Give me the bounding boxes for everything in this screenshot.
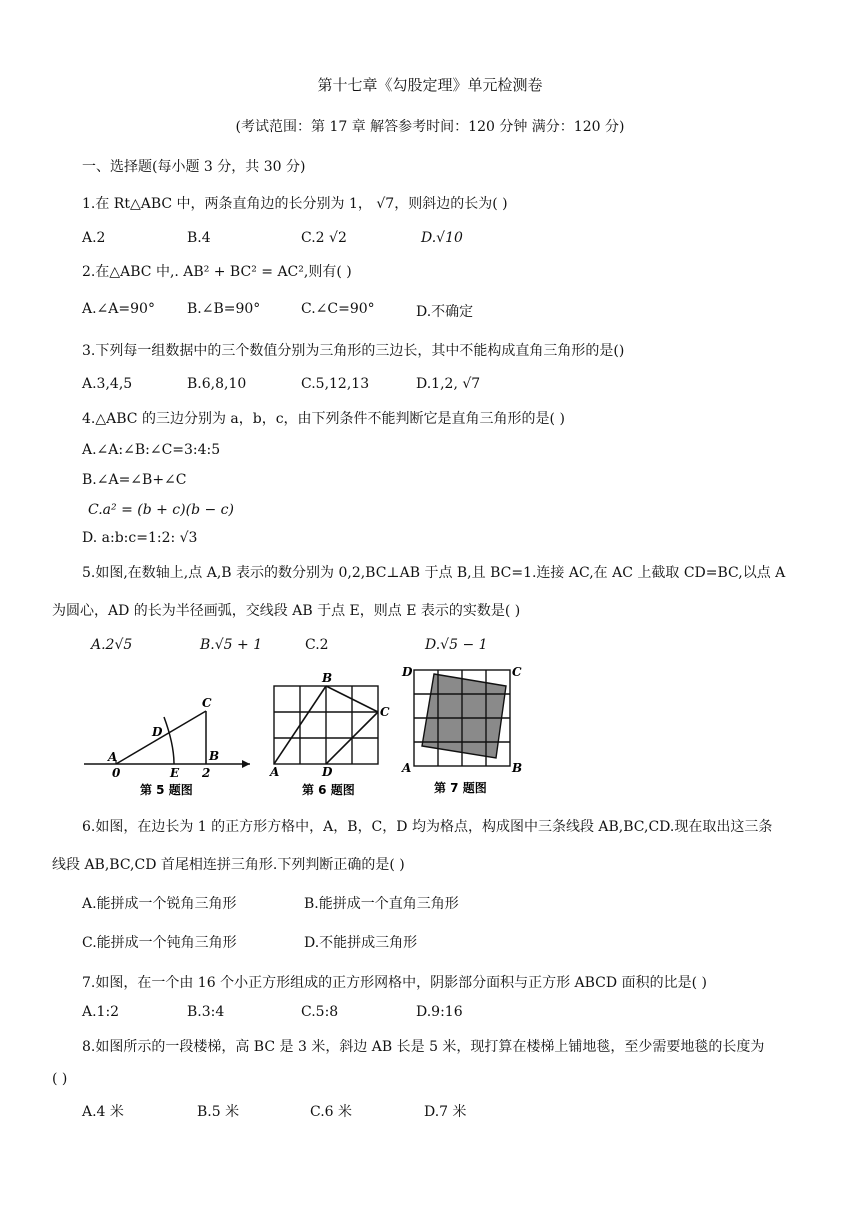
question-6-stem-line1: 6.如图，在边长为 1 的正方形方格中，A，B，C，D 均为格点，构成图中三条线段 AB,BC,CD.现在取出这三条 [82,819,773,835]
question-4-option-a: A.∠A:∠B:∠C=3:4:5 [82,442,221,458]
question-2-option-b: B.∠B=90° [187,301,261,317]
section-heading: 一、选择题(每小题 3 分，共 30 分) [82,159,306,175]
question-3-option-b: B.6,8,10 [187,376,247,392]
question-8-option-d: D.7 米 [424,1104,467,1120]
label-c: C [202,696,212,710]
question-3-option-c: C.5,12,13 [301,376,370,392]
page-subtitle: (考试范围：第 17 章 解答参考时间：120 分钟 满分：120 分) [235,119,625,135]
figure-5 [84,696,250,797]
question-6-option-c: C.能拼成一个钝角三角形 [82,935,237,951]
question-3-option-a: A.3,4,5 [82,376,133,392]
label-c: C [512,665,522,679]
question-8-option-a: A.4 米 [82,1104,124,1120]
question-5-option-c: C.2 [305,637,329,653]
question-5-option-b: B.√5 + 1 [200,637,263,653]
label-e: E [170,766,180,780]
figure-6-caption: 第 6 题图 [302,783,355,797]
figure-6 [269,671,390,797]
question-6-stem-line2: 线段 AB,BC,CD 首尾相连拼三角形.下列判断正确的是( ) [52,857,405,873]
question-6-option-d: D.不能拼成三角形 [304,935,418,951]
label-c: C [380,705,390,719]
question-8-stem-line1: 8.如图所示的一段楼梯，高 BC 是 3 米，斜边 AB 长是 5 米，现打算在楼梯上铺地毯，至少需要地毯的长度为 [82,1039,765,1055]
question-8-stem-line2: ( ) [52,1071,68,1087]
question-5-option-a: A.2√5 [91,637,133,653]
grid-6 [274,686,378,764]
label-a: A [402,761,412,775]
question-7-option-c: C.5:8 [301,1004,339,1020]
figures-row [80,664,540,800]
question-2-option-d: D.不确定 [416,304,474,320]
question-2-option-a: A.∠A=90° [82,301,155,317]
question-1-option-d: D.√10 [421,230,463,246]
shaded-square [422,674,506,758]
page-title: 第十七章《勾股定理》单元检测卷 [317,76,543,94]
question-6-option-b: B.能拼成一个直角三角形 [304,896,459,912]
question-5-stem-line2: 为圆心，AD 的长为半径画弧，交线段 AB 于点 E，则点 E 表示的实数是( ) [52,603,521,619]
label-d: D [322,765,333,779]
question-2-stem: 2.在△ABC 中,. AB² + BC² = AC²,则有( ) [82,264,352,280]
arc-de [164,717,174,764]
label-zero: 0 [112,766,121,780]
figure-5-caption: 第 5 题图 [140,783,193,797]
question-8-option-b: B.5 米 [197,1104,240,1120]
question-4-option-c: C.a² = (b + c)(b − c) [88,502,234,518]
question-5-stem-line1: 5.如图,在数轴上,点 A,B 表示的数分别为 0,2,BC⊥AB 于点 B,且 BC=1.连接 AC,在 AC 上截取 CD=BC,以点 A [82,565,786,581]
question-3-option-d: D.1,2, √7 [416,376,481,392]
question-4-stem: 4.△ABC 的三边分别为 a，b，c，由下列条件不能判断它是直角三角形的是( ) [82,411,565,427]
label-d: D [402,665,413,679]
label-a: A [108,750,118,764]
question-5-option-d: D.√5 − 1 [425,637,488,653]
label-b: B [209,749,220,763]
question-1-stem: 1.在 Rt△ABC 中，两条直角边的长分别为 1， √7，则斜边的长为( ) [82,196,508,212]
question-1-option-b: B.4 [187,230,211,246]
figure-7 [401,665,522,795]
figure-7-caption: 第 7 题图 [434,781,487,795]
question-7-option-a: A.1:2 [82,1004,120,1020]
label-a: A [270,765,280,779]
label-b: B [322,671,333,685]
question-7-stem: 7.如图，在一个由 16 个小正方形组成的正方形网格中，阴影部分面积与正方形 ABCD 面积的比是( ) [82,975,707,991]
number-line-arrow [242,760,250,768]
label-b: B [512,761,523,775]
question-1-option-a: A.2 [82,230,106,246]
question-4-option-b: B.∠A=∠B+∠C [82,472,187,488]
question-7-option-d: D.9:16 [416,1004,463,1020]
question-3-stem: 3.下列每一组数据中的三个数值分别为三角形的三边长，其中不能构成直角三角形的是() [82,343,625,359]
question-8-option-c: C.6 米 [310,1104,353,1120]
question-7-option-b: B.3:4 [187,1004,225,1020]
question-1-option-c: C.2 √2 [301,230,347,246]
question-2-option-c: C.∠C=90° [301,301,375,317]
label-two: 2 [202,766,211,780]
question-4-option-d: D. a:b:c=1:2: √3 [82,530,198,546]
label-d: D [152,725,163,739]
question-6-option-a: A.能拼成一个锐角三角形 [82,896,237,912]
